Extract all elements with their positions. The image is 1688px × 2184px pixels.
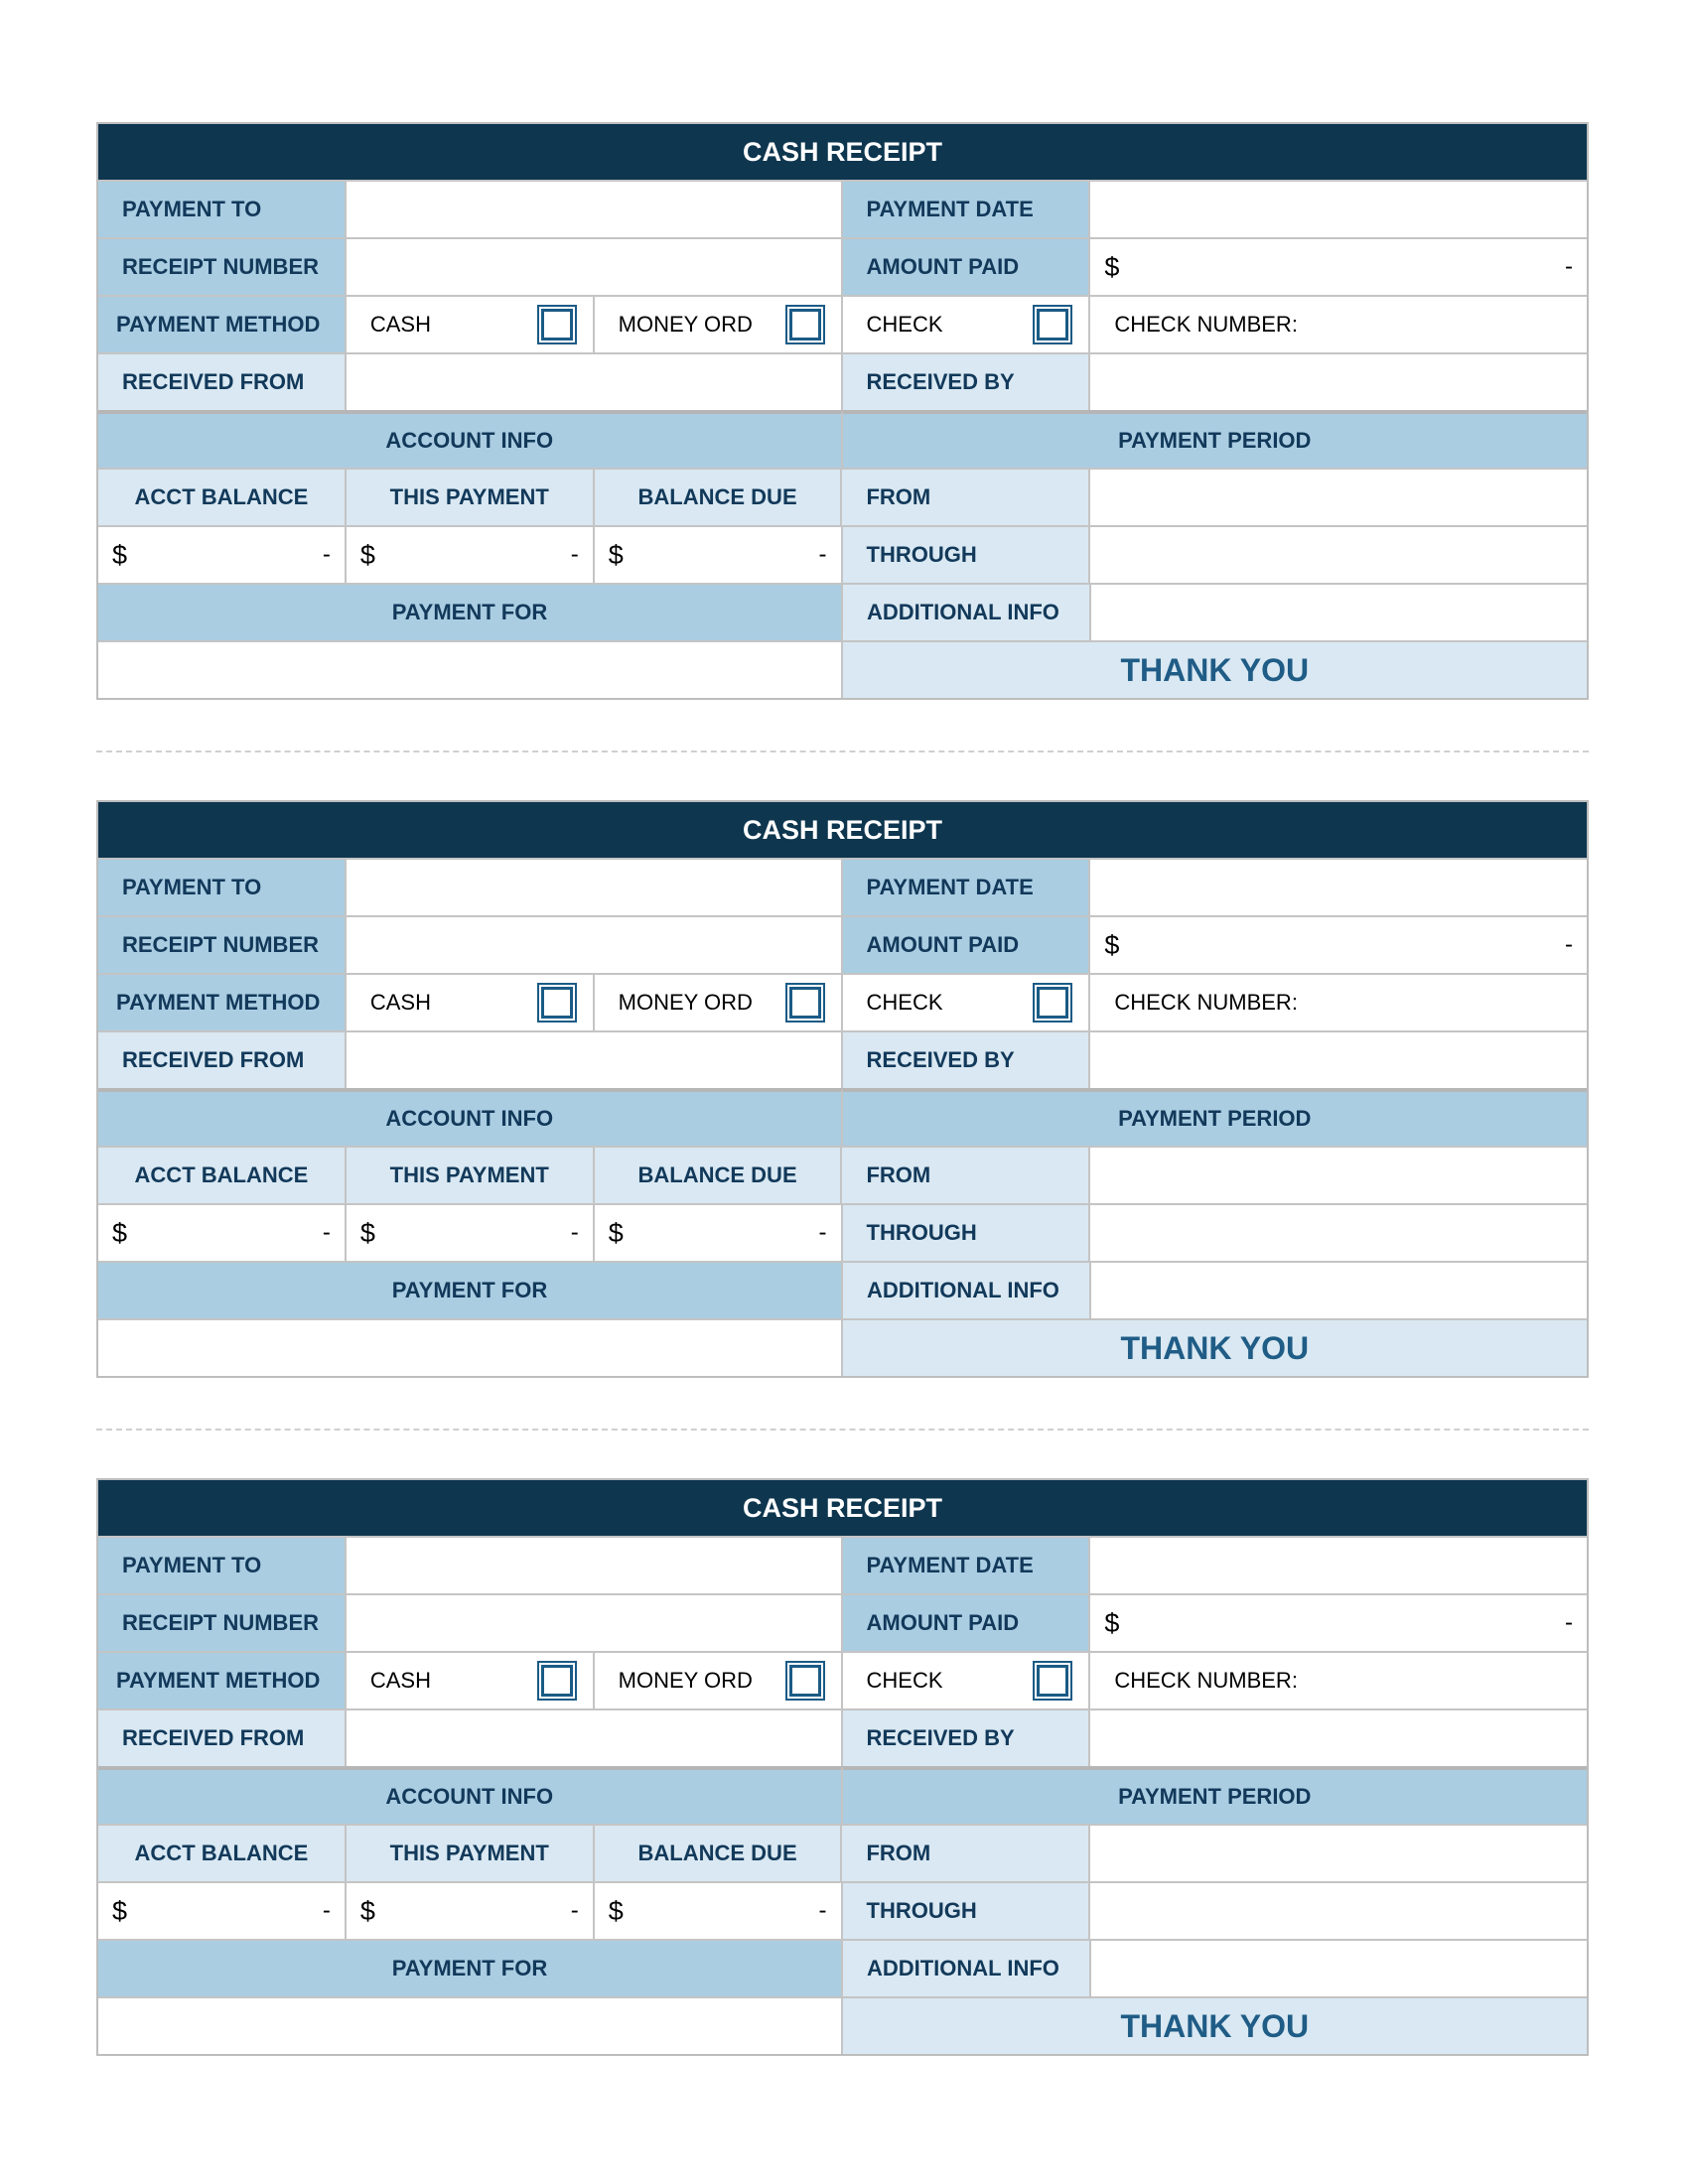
amount-paid-field[interactable] [1090, 1593, 1587, 1651]
money-order-label: MONEY ORD [618, 312, 753, 337]
currency-symbol: $ [112, 1217, 128, 1248]
currency-symbol: $ [608, 1895, 624, 1926]
acct-balance-field[interactable] [98, 1881, 347, 1939]
cash-option[interactable] [347, 1651, 595, 1708]
check-number-label: CHECK NUMBER: [1114, 990, 1298, 1015]
check-option[interactable] [843, 973, 1091, 1030]
receipt-number-field[interactable] [347, 1593, 843, 1651]
amount-paid-label: AMOUNT PAID [843, 915, 1091, 973]
payment-to-field[interactable] [347, 180, 843, 237]
currency-symbol: $ [1104, 251, 1120, 282]
money-order-checkbox[interactable] [789, 987, 821, 1019]
amount-dash: - [818, 1897, 827, 1924]
received-from-field[interactable] [347, 352, 843, 410]
balance-due-label: BALANCE DUE [595, 1824, 843, 1881]
currency-symbol: $ [112, 1895, 128, 1926]
payment-to-field[interactable] [347, 858, 843, 915]
cash-receipt-3 [96, 1478, 1589, 2056]
received-by-label: RECEIVED BY [843, 1030, 1091, 1088]
received-by-field[interactable] [1090, 1030, 1587, 1088]
received-by-label: RECEIVED BY [843, 352, 1091, 410]
amount-dash: - [818, 541, 827, 568]
currency-symbol: $ [1104, 929, 1120, 960]
received-from-field[interactable] [347, 1708, 843, 1766]
payment-for-field[interactable] [98, 640, 843, 698]
cash-option[interactable] [347, 973, 595, 1030]
thank-you-text: THANK YOU [843, 1996, 1587, 2054]
this-payment-label: THIS PAYMENT [347, 468, 595, 525]
cash-label: CASH [369, 1668, 431, 1693]
amount-dash: - [322, 1897, 331, 1924]
payment-for-header: PAYMENT FOR [98, 583, 843, 640]
from-label: FROM [842, 1824, 1090, 1881]
money-order-option[interactable] [595, 295, 843, 352]
receipt-number-label: RECEIPT NUMBER [98, 915, 347, 973]
check-label: CHECK [866, 990, 943, 1015]
additional-info-field[interactable] [1091, 1939, 1587, 1996]
acct-balance-label: ACCT BALANCE [98, 1824, 347, 1881]
through-label: THROUGH [843, 1203, 1091, 1261]
check-number-field[interactable] [1090, 295, 1587, 352]
amount-paid-label: AMOUNT PAID [843, 1593, 1091, 1651]
receipt-title: CASH RECEIPT [98, 1480, 1587, 1536]
payment-for-field[interactable] [98, 1318, 843, 1376]
account-info-header: ACCOUNT INFO [98, 410, 843, 468]
check-label: CHECK [866, 1668, 943, 1693]
cut-line [96, 1429, 1589, 1431]
this-payment-label: THIS PAYMENT [347, 1824, 595, 1881]
received-by-field[interactable] [1090, 352, 1587, 410]
received-from-label: RECEIVED FROM [98, 1708, 347, 1766]
money-order-option[interactable] [595, 1651, 843, 1708]
check-number-label: CHECK NUMBER: [1114, 312, 1298, 337]
receipt-title: CASH RECEIPT [98, 802, 1587, 858]
cash-label: CASH [369, 990, 431, 1015]
receipt-number-field[interactable] [347, 915, 843, 973]
payment-date-label: PAYMENT DATE [843, 180, 1091, 237]
check-label: CHECK [866, 312, 943, 337]
cut-line [96, 751, 1589, 752]
payment-for-header: PAYMENT FOR [98, 1261, 843, 1318]
from-label: FROM [842, 1146, 1090, 1203]
thank-you-text: THANK YOU [843, 640, 1587, 698]
currency-symbol: $ [608, 1217, 624, 1248]
additional-info-field[interactable] [1091, 583, 1587, 640]
through-field[interactable] [1090, 1203, 1587, 1261]
currency-symbol: $ [608, 539, 624, 570]
from-label: FROM [842, 468, 1090, 525]
balance-due-field[interactable] [595, 1203, 843, 1261]
payment-period-header: PAYMENT PERIOD [843, 410, 1588, 468]
through-field[interactable] [1090, 525, 1587, 583]
balance-due-field[interactable] [595, 1881, 843, 1939]
check-checkbox[interactable] [1037, 987, 1068, 1019]
receipt-number-label: RECEIPT NUMBER [98, 1593, 347, 1651]
check-number-label: CHECK NUMBER: [1114, 1668, 1298, 1693]
currency-symbol: $ [112, 539, 128, 570]
money-order-checkbox[interactable] [789, 1665, 821, 1697]
additional-info-label: ADDITIONAL INFO [843, 583, 1091, 640]
check-checkbox[interactable] [1037, 1665, 1068, 1697]
additional-info-label: ADDITIONAL INFO [843, 1261, 1091, 1318]
check-checkbox[interactable] [1037, 309, 1068, 341]
payment-for-field[interactable] [98, 1996, 843, 2054]
through-label: THROUGH [843, 1881, 1091, 1939]
cash-option[interactable] [347, 295, 595, 352]
from-field[interactable] [1090, 468, 1587, 525]
payment-date-field[interactable] [1090, 180, 1587, 237]
amount-dash: - [570, 1897, 579, 1924]
currency-symbol: $ [359, 1217, 375, 1248]
payment-to-label: PAYMENT TO [98, 1536, 347, 1593]
through-label: THROUGH [843, 525, 1091, 583]
received-from-label: RECEIVED FROM [98, 352, 347, 410]
receipt-title: CASH RECEIPT [98, 124, 1587, 180]
amount-dash: - [570, 541, 579, 568]
currency-symbol: $ [359, 1895, 375, 1926]
received-by-label: RECEIVED BY [843, 1708, 1091, 1766]
account-info-header: ACCOUNT INFO [98, 1088, 843, 1146]
cash-checkbox[interactable] [541, 309, 573, 341]
payment-to-label: PAYMENT TO [98, 858, 347, 915]
acct-balance-label: ACCT BALANCE [98, 468, 347, 525]
amount-dash: - [570, 1219, 579, 1246]
payment-date-field[interactable] [1090, 1536, 1587, 1593]
check-number-field[interactable] [1090, 1651, 1587, 1708]
balance-due-field[interactable] [595, 525, 843, 583]
check-option[interactable] [843, 1651, 1091, 1708]
from-field[interactable] [1090, 1146, 1587, 1203]
money-order-label: MONEY ORD [618, 990, 753, 1015]
amount-dash: - [1565, 931, 1573, 958]
cash-receipt-2 [96, 800, 1589, 1378]
payment-to-field[interactable] [347, 1536, 843, 1593]
this-payment-field[interactable] [347, 1881, 595, 1939]
money-order-label: MONEY ORD [618, 1668, 753, 1693]
balance-due-label: BALANCE DUE [595, 1146, 843, 1203]
balance-due-label: BALANCE DUE [595, 468, 843, 525]
payment-for-header: PAYMENT FOR [98, 1939, 843, 1996]
check-number-field[interactable] [1090, 973, 1587, 1030]
from-field[interactable] [1090, 1824, 1587, 1881]
currency-symbol: $ [1104, 1607, 1120, 1638]
receipt-number-field[interactable] [347, 237, 843, 295]
additional-info-label: ADDITIONAL INFO [843, 1939, 1091, 1996]
amount-dash: - [818, 1219, 827, 1246]
payment-to-label: PAYMENT TO [98, 180, 347, 237]
received-from-field[interactable] [347, 1030, 843, 1088]
this-payment-field[interactable] [347, 525, 595, 583]
acct-balance-label: ACCT BALANCE [98, 1146, 347, 1203]
amount-dash: - [1565, 1609, 1573, 1636]
amount-paid-field[interactable] [1090, 915, 1587, 973]
received-by-field[interactable] [1090, 1708, 1587, 1766]
receipt-number-label: RECEIPT NUMBER [98, 237, 347, 295]
payment-date-label: PAYMENT DATE [843, 1536, 1091, 1593]
additional-info-field[interactable] [1091, 1261, 1587, 1318]
cash-checkbox[interactable] [541, 987, 573, 1019]
money-order-checkbox[interactable] [789, 309, 821, 341]
this-payment-field[interactable] [347, 1203, 595, 1261]
this-payment-label: THIS PAYMENT [347, 1146, 595, 1203]
money-order-option[interactable] [595, 973, 843, 1030]
cash-label: CASH [369, 312, 431, 337]
payment-date-field[interactable] [1090, 858, 1587, 915]
through-field[interactable] [1090, 1881, 1587, 1939]
acct-balance-field[interactable] [98, 525, 347, 583]
amount-dash: - [1565, 253, 1573, 280]
currency-symbol: $ [359, 539, 375, 570]
payment-method-label: PAYMENT METHOD [98, 1651, 347, 1708]
payment-period-header: PAYMENT PERIOD [843, 1766, 1588, 1824]
received-from-label: RECEIVED FROM [98, 1030, 347, 1088]
account-info-header: ACCOUNT INFO [98, 1766, 843, 1824]
amount-dash: - [322, 541, 331, 568]
payment-method-label: PAYMENT METHOD [98, 973, 347, 1030]
payment-date-label: PAYMENT DATE [843, 858, 1091, 915]
amount-dash: - [322, 1219, 331, 1246]
acct-balance-field[interactable] [98, 1203, 347, 1261]
cash-receipt-1 [96, 122, 1589, 700]
thank-you-text: THANK YOU [843, 1318, 1587, 1376]
amount-paid-field[interactable] [1090, 237, 1587, 295]
amount-paid-label: AMOUNT PAID [843, 237, 1091, 295]
payment-period-header: PAYMENT PERIOD [843, 1088, 1588, 1146]
check-option[interactable] [843, 295, 1091, 352]
payment-method-label: PAYMENT METHOD [98, 295, 347, 352]
cash-checkbox[interactable] [541, 1665, 573, 1697]
